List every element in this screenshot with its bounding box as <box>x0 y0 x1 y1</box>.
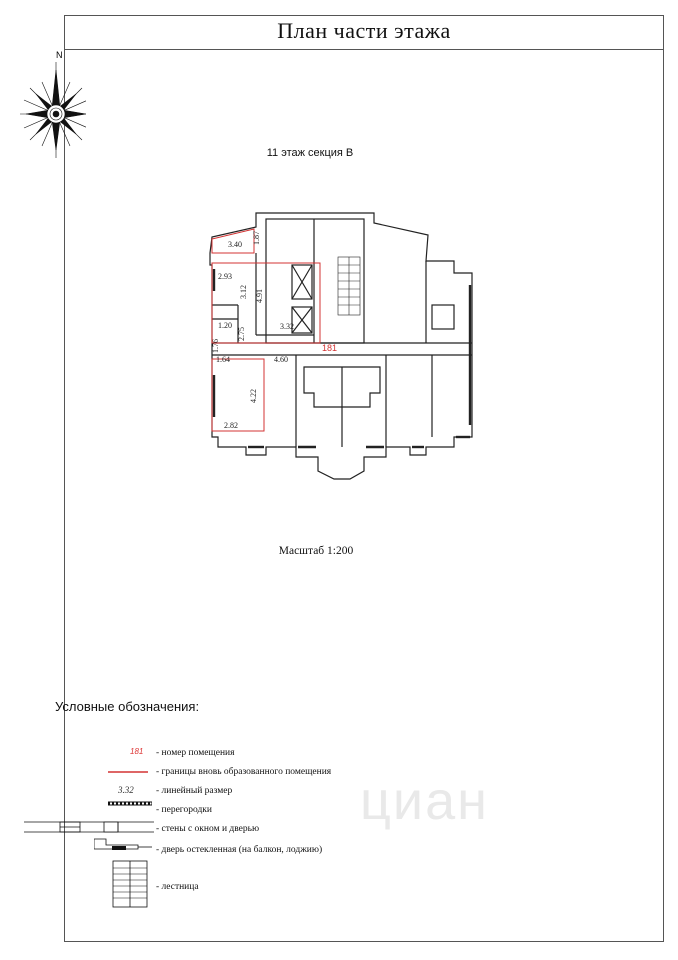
dim-4-60: 4.60 <box>274 355 288 364</box>
dim-1-76: 1.76 <box>211 339 220 353</box>
compass-north-label: N <box>56 50 63 60</box>
dim-3-12: 3.12 <box>239 285 248 299</box>
red-line-icon <box>108 769 148 775</box>
partition-icon <box>108 800 152 808</box>
dim-4-22: 4.22 <box>249 389 258 403</box>
dim-4-91: 4.91 <box>255 289 264 303</box>
legend-dimension-text: - линейный размер <box>156 786 233 796</box>
legend-walls-text: - стены с окном и дверью <box>156 824 260 834</box>
legend-dimension-sample: 3.32 <box>118 785 134 795</box>
floor-plan <box>142 195 482 495</box>
compass-rose-icon <box>16 48 86 158</box>
legend-room-number-text: - номер помещения <box>156 748 235 758</box>
legend-stairs-text: - лестница <box>156 882 199 892</box>
dim-2-75: 2.75 <box>237 327 246 341</box>
page-title: План части этажа <box>277 18 451 43</box>
dim-2-82: 2.82 <box>224 421 238 430</box>
scale-label: Масштаб 1:200 <box>278 545 354 557</box>
stairs-icon <box>112 860 148 908</box>
legend-glazed-door-text: - дверь остекленная (на балкон, лоджию) <box>156 845 323 855</box>
title-bar <box>65 16 663 50</box>
dim-1-20: 1.20 <box>218 321 232 330</box>
floor-label: 11 этаж секция В <box>266 147 354 159</box>
dim-2-93: 2.93 <box>218 272 232 281</box>
dim-3-40: 3.40 <box>228 240 242 249</box>
wall-window-icon <box>24 820 154 834</box>
legend-boundary-text: - границы вновь образованного помещения <box>156 767 332 777</box>
legend-partition-text: - перегородки <box>156 805 212 815</box>
legend-title: Условные обозначения: <box>55 699 200 714</box>
dim-3-32: 3.32 <box>280 322 294 331</box>
dim-1-87: 1.87 <box>252 231 261 245</box>
room-number: 181 <box>322 343 338 353</box>
legend-room-number-sample: 181 <box>130 747 144 756</box>
glazed-door-icon <box>94 837 152 855</box>
watermark: циан <box>360 771 489 831</box>
dim-1-64: 1.64 <box>216 355 230 364</box>
